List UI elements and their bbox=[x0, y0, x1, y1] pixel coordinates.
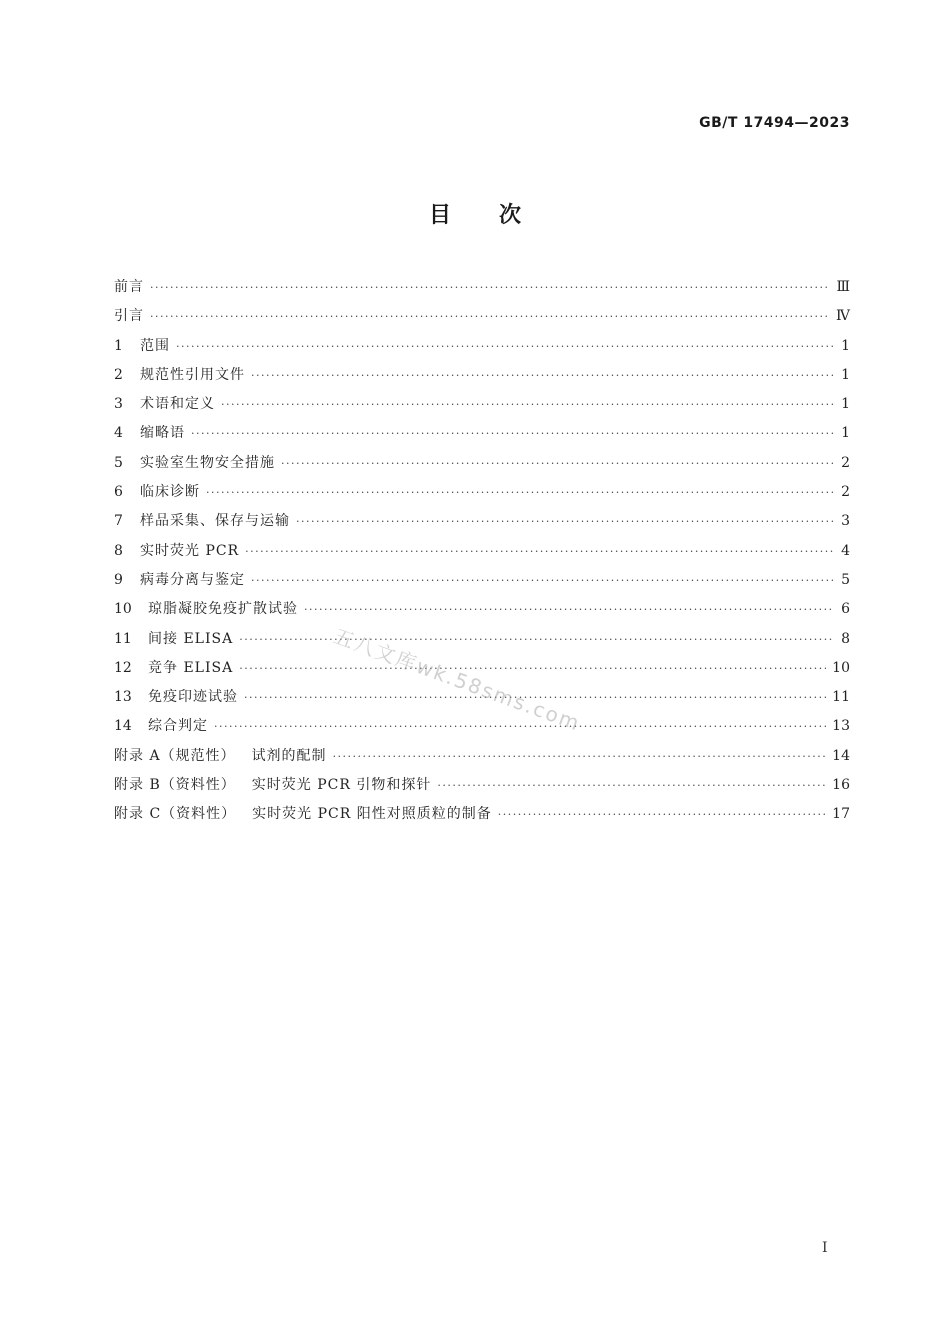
toc-entry-page: 6 bbox=[841, 601, 850, 618]
toc-dot-leader bbox=[239, 654, 826, 683]
toc-entry-number: 9 bbox=[114, 571, 123, 588]
toc-entry-page: 17 bbox=[832, 806, 850, 823]
toc-dot-leader bbox=[150, 302, 830, 331]
toc-entry-number: 2 bbox=[114, 366, 123, 383]
toc-dot-leader bbox=[251, 566, 834, 595]
toc-entry-page: 5 bbox=[841, 571, 850, 588]
toc-dot-leader bbox=[304, 595, 834, 624]
toc-entry-label: 附录 A（规范性） bbox=[114, 747, 236, 764]
toc-entry-page: Ⅳ bbox=[836, 308, 850, 325]
toc-entry-label: 引言 bbox=[114, 308, 144, 325]
toc-entry[interactable] bbox=[114, 273, 850, 302]
toc-entry-label: 附录 C（资料性） bbox=[114, 806, 237, 823]
toc-entry[interactable] bbox=[114, 742, 850, 771]
toc-entry-label: 前言 bbox=[114, 279, 144, 295]
toc-entry-page: 8 bbox=[841, 630, 850, 647]
toc-entry-page: 16 bbox=[832, 777, 850, 794]
toc-entry-number: 13 bbox=[114, 689, 132, 706]
toc-dot-leader bbox=[333, 742, 827, 771]
toc-entry-label: 病毒分离与鉴定 bbox=[140, 571, 245, 588]
toc-entry-page: 11 bbox=[832, 689, 850, 706]
toc-dot-leader bbox=[206, 478, 834, 507]
toc-entry-page: 1 bbox=[841, 366, 850, 383]
toc-entry-label: 免疫印迹试验 bbox=[148, 689, 238, 706]
toc-entry[interactable] bbox=[114, 390, 850, 419]
toc-entry[interactable] bbox=[114, 537, 850, 566]
toc-dot-leader bbox=[245, 537, 834, 566]
toc-entry-label: 缩略语 bbox=[140, 425, 185, 442]
toc-entry-number: 10 bbox=[114, 601, 132, 618]
toc-dot-leader bbox=[296, 507, 834, 536]
toc-entry-annex-title: 试剂的配制 bbox=[251, 747, 327, 764]
page-number: I bbox=[822, 1240, 828, 1256]
toc-entry[interactable] bbox=[114, 595, 850, 624]
toc-entry-page: Ⅲ bbox=[836, 279, 850, 295]
toc-entry-label: 竞争 ELISA bbox=[148, 659, 234, 676]
toc-entry-label: 琼脂凝胶免疫扩散试验 bbox=[148, 601, 298, 618]
toc-entry-label: 实时荧光 PCR bbox=[140, 542, 240, 559]
toc-dot-leader bbox=[281, 449, 834, 478]
toc-entry[interactable] bbox=[114, 566, 850, 595]
toc-dot-leader bbox=[150, 273, 830, 302]
toc-entry-annex-title: 实时荧光 PCR 阳性对照质粒的制备 bbox=[252, 806, 492, 823]
toc-entry-page: 14 bbox=[832, 747, 850, 764]
toc-entry-page: 2 bbox=[841, 484, 850, 501]
toc-entry-number: 4 bbox=[114, 425, 123, 442]
toc-entry-page: 1 bbox=[841, 425, 850, 442]
toc-dot-leader bbox=[214, 712, 826, 741]
toc-entry-page: 1 bbox=[841, 396, 850, 413]
toc-entry[interactable] bbox=[114, 361, 850, 390]
toc-entry-label: 规范性引用文件 bbox=[140, 366, 245, 383]
toc-dot-leader bbox=[191, 419, 834, 448]
toc-entry-page: 3 bbox=[841, 513, 850, 530]
toc-entry-number: 3 bbox=[114, 396, 123, 413]
toc-dot-leader bbox=[251, 361, 834, 390]
watermark: 五八文库wk.58sms.com bbox=[330, 623, 585, 736]
toc-entry[interactable] bbox=[114, 654, 850, 683]
toc-entry[interactable] bbox=[114, 712, 850, 741]
toc-entry-page: 10 bbox=[832, 659, 850, 676]
table-of-contents bbox=[114, 273, 850, 830]
toc-entry-number: 14 bbox=[114, 718, 132, 735]
toc-entry-page: 4 bbox=[841, 542, 850, 559]
page-title: 目次 bbox=[428, 203, 569, 228]
toc-entry-label: 实验室生物安全措施 bbox=[140, 454, 275, 471]
toc-entry-label: 术语和定义 bbox=[140, 396, 215, 413]
toc-entry-number: 12 bbox=[114, 659, 132, 676]
toc-entry[interactable] bbox=[114, 507, 850, 536]
toc-entry-label: 附录 B（资料性） bbox=[114, 777, 236, 794]
toc-dot-leader bbox=[221, 390, 834, 419]
toc-entry-page: 2 bbox=[841, 454, 850, 471]
toc-entry-label: 综合判定 bbox=[148, 718, 208, 735]
toc-dot-leader bbox=[176, 332, 834, 361]
toc-entry[interactable] bbox=[114, 800, 850, 829]
toc-entry-annex-title: 实时荧光 PCR 引物和探针 bbox=[251, 777, 432, 794]
toc-entry[interactable] bbox=[114, 332, 850, 361]
toc-entry[interactable] bbox=[114, 683, 850, 712]
toc-entry-page: 1 bbox=[841, 337, 850, 354]
toc-entry[interactable] bbox=[114, 302, 850, 331]
toc-entry[interactable] bbox=[114, 449, 850, 478]
standard-code: GB/T 17494—2023 bbox=[699, 115, 850, 131]
toc-dot-leader bbox=[498, 800, 826, 829]
toc-entry-label: 间接 ELISA bbox=[148, 630, 234, 647]
toc-entry-label: 范围 bbox=[140, 337, 170, 354]
toc-dot-leader bbox=[239, 625, 834, 654]
toc-entry[interactable] bbox=[114, 625, 850, 654]
toc-entry-number: 6 bbox=[114, 484, 123, 501]
toc-entry-number: 11 bbox=[114, 630, 132, 647]
toc-entry-number: 8 bbox=[114, 542, 123, 559]
toc-entry-number: 5 bbox=[114, 454, 123, 471]
toc-entry[interactable] bbox=[114, 771, 850, 800]
toc-dot-leader bbox=[437, 771, 826, 800]
toc-entry-number: 7 bbox=[114, 513, 123, 530]
toc-entry-label: 临床诊断 bbox=[140, 484, 200, 501]
toc-entry-number: 1 bbox=[114, 337, 123, 354]
toc-entry[interactable] bbox=[114, 478, 850, 507]
toc-entry-page: 13 bbox=[832, 718, 850, 735]
toc-dot-leader bbox=[244, 683, 826, 712]
toc-entry-label: 样品采集、保存与运输 bbox=[140, 513, 290, 530]
toc-entry[interactable] bbox=[114, 419, 850, 448]
